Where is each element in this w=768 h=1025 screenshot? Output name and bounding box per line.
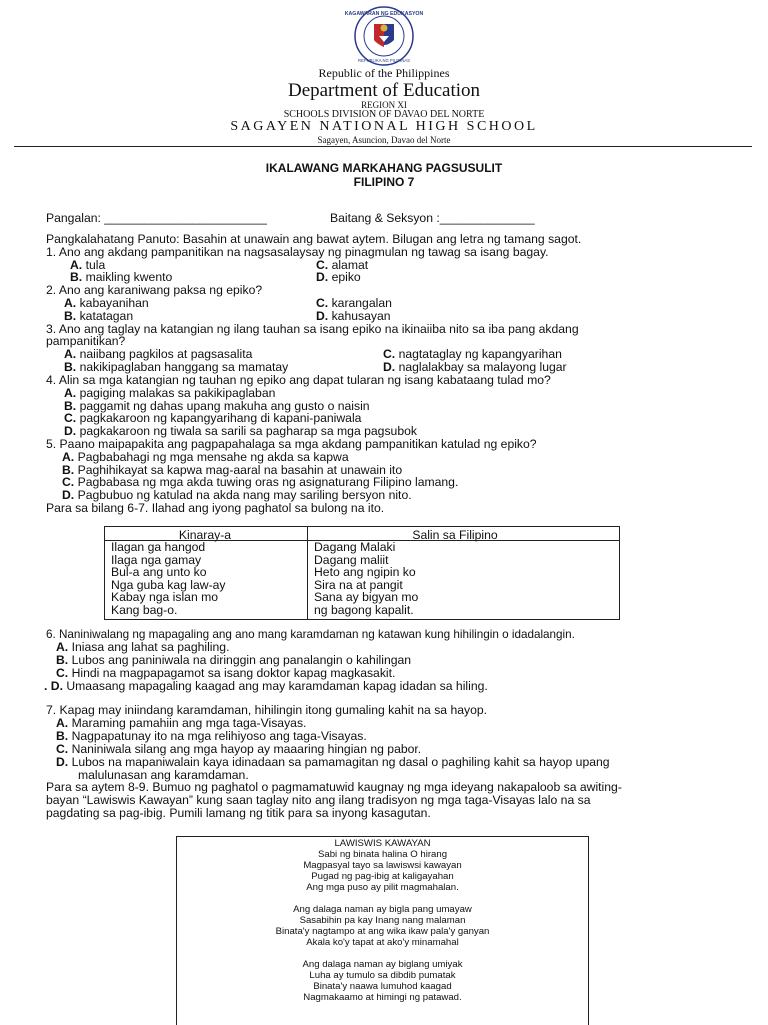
header-division: SCHOOLS DIVISION OF DAVAO DEL NORTE <box>283 109 485 120</box>
q67-intro: Para sa bilang 6-7. Ilahad ang iyong paghatol sa bulong na ito. <box>46 501 385 515</box>
q1-option-d[interactable]: D. epiko <box>316 270 361 284</box>
table-cell-left: Ilaga nga gamay <box>111 552 202 567</box>
poem-box <box>176 836 589 1025</box>
header-region: REGION XI <box>361 100 407 110</box>
table-header-filipino: Salin sa Filipino <box>412 528 498 542</box>
poem-title: LAWISWIS KAWAYAN <box>334 838 431 849</box>
q7-option-c[interactable]: C. Naniniwala silang ang mga hayop ay maaaring hingian ng pabor. <box>56 742 422 756</box>
header-republic: Republic of the Philippines <box>318 66 450 80</box>
q7-option-d-cont: malulunasan ang karamdaman. <box>78 768 249 782</box>
question-5: 5. Paano maipapakita ang pagpapahalaga sa mga akdang pampanitikan katulad ng epiko? <box>46 437 537 451</box>
header-department: Department of Education <box>287 80 481 101</box>
table-cell-right: Dagang maliit <box>314 552 389 567</box>
instructions: Pangkalahatang Panuto: Basahin at unawain ang bawat aytem. Bilugan ang letra ng tamang sagot. <box>46 232 582 246</box>
poem-line: Magpasyal tayo sa lawiswsi kawayan <box>303 860 462 871</box>
q6-option-a[interactable]: A. Iniasa ang lahat sa paghiling. <box>56 640 230 654</box>
q5-option-d[interactable]: D. Pagbubuo ng katulad na akda nang may sariling bersyon nito. <box>62 488 412 502</box>
q6-option-b[interactable]: B. Lubos ang paniniwala na diringgin ang panalangin o kahilingan <box>56 653 412 667</box>
q3-option-a[interactable]: A. naiibang pagkilos at pagsasalita <box>64 347 253 361</box>
poem-line: Sabi ng binata halina O hirang <box>317 849 448 860</box>
table-cell-left: Bul-a ang unto ko <box>111 565 207 580</box>
table-header-kinaraya: Kinaray-a <box>178 528 232 542</box>
question-2: 2. Ano ang karaniwang paksa ng epiko? <box>46 283 263 297</box>
translation-table <box>104 526 620 620</box>
q5-option-b[interactable]: B. Paghihikayat sa kapwa mag-aaral na basahin at unawain ito <box>62 463 403 477</box>
q5-option-a[interactable]: A. Pagbabahagi ng mga mensahe ng akda sa kapwa <box>62 450 349 464</box>
svg-text:KAGAWARAN NG EDUKASYON: KAGAWARAN NG EDUKASYON <box>344 11 424 17</box>
table-cell-left: Nga guba kag law-ay <box>111 577 226 592</box>
q3-option-c[interactable]: C. nagtataglay ng kapangyarihan <box>383 347 562 361</box>
deped-seal-logo <box>343 6 425 66</box>
header-divider <box>14 146 752 147</box>
q2-option-d[interactable]: D. kahusayan <box>316 309 391 323</box>
poem-line: Pugad ng pag-ibig at kaligayahan <box>311 871 454 882</box>
q4-option-a[interactable]: A. pagiging malakas sa pakikipaglaban <box>64 386 276 400</box>
question-7: 7. Kapag may iniindang karamdaman, hihilingin itong gumaling kahit na sa hayop. <box>46 703 488 717</box>
question-4: 4. Alin sa mga katangian ng tauhan ng epiko ang dapat tularan ng isang kabataang tulad mo? <box>46 373 551 387</box>
q4-option-c[interactable]: C. pagkakaroon ng kapangyarihang di kapani-paniwala <box>64 411 362 425</box>
poem-line: Akala ko'y tapat at ako'y minamahal <box>306 937 459 948</box>
q2-option-c[interactable]: C. karangalan <box>316 296 392 310</box>
table-cell-left: Ilagan ga hangod <box>111 540 206 554</box>
table-cell-right: Dagang Malaki <box>314 540 396 554</box>
q7-option-a[interactable]: A. Maraming pamahiin ang mga taga-Visayas. <box>56 716 307 730</box>
question-1: 1. Ano ang akdang pampanitikan na nagsasalaysay ng pinagmulan ng tawag sa isang bagay. <box>46 245 549 259</box>
question-6: 6. Naniniwalang ng mapagaling ang ano mang karamdaman ng katawan kung hihilingin o idadalangin. <box>46 628 575 641</box>
poem-line: Binata'y nagtampo at ang wika ikaw pala'y ganyan <box>275 926 490 937</box>
table-cell-right: Sira na at pangit <box>314 577 403 592</box>
table-cell-right: Heto ang ngipin ko <box>314 565 416 580</box>
section-field[interactable]: Baitang & Seksyon :______________ <box>330 211 535 225</box>
q6-option-d[interactable]: . D. Umaasang mapagaling kaagad ang may karamdaman kapag idadan sa hiling. <box>44 679 488 693</box>
question-3-cont: pampanitikan? <box>46 334 126 348</box>
poem-line: Sasabihin pa kay Inang nang malaman <box>299 915 466 926</box>
exam-title: IKALAWANG MARKAHANG PAGSUSULIT <box>265 161 503 175</box>
table-cell-right: ng bagong kapalit. <box>314 603 414 617</box>
q7-option-d[interactable]: D. Lubos na mapaniwalain kaya idinadaan sa pamamagitan ng dasal o paghiling kahit sa hayop upang <box>56 755 610 769</box>
q4-option-b[interactable]: B. paggamit ng dahas upang makuha ang gusto o naisin <box>64 399 370 413</box>
svg-text:REPUBLIKA NG PILIPINAS: REPUBLIKA NG PILIPINAS <box>358 58 410 63</box>
q7-option-b[interactable]: B. Nagpapatunay ito na mga relihiyoso ang taga-Visayas. <box>56 729 367 743</box>
poem-line: Binata'y naawa lumuhod kaagad <box>313 981 452 992</box>
table-cell-left: Kang bag-o. <box>111 603 178 617</box>
poem-line: Luha ay tumulo sa dibdib pumatak <box>309 970 456 981</box>
q1-option-b[interactable]: B. maikling kwento <box>70 270 173 284</box>
table-cell-left: Kabay nga islan mo <box>111 590 219 605</box>
q1-option-c[interactable]: C. alamat <box>316 258 369 272</box>
header-school: SAGAYEN NATIONAL HIGH SCHOOL <box>230 119 538 134</box>
question-3: 3. Ano ang taglay na katangian ng ilang tauhan sa isang epiko na ikinaiiba nito sa iba pang akdang <box>46 322 579 336</box>
q6-option-c[interactable]: C. Hindi na magpapagamot sa isang doktor kapag magkasakit. <box>56 666 396 680</box>
q4-option-d[interactable]: D. pagkakaroon ng tiwala sa sarili sa pagharap sa mga pagsubok <box>64 424 417 438</box>
q2-option-a[interactable]: A. kabayanihan <box>64 296 149 310</box>
q89-intro: bayan “Lawiswis Kawayan” kung saan taglay nito ang ilang tradisyon ng mga taga-Visayas lalo na sa <box>46 793 591 807</box>
q1-option-a[interactable]: A. tula <box>70 258 106 272</box>
poem-line: Ang dalaga naman ay bigla pang umayaw <box>293 904 472 915</box>
table-cell-right: Sana ay bigyan mo <box>314 590 419 605</box>
poem-line: Ang mga puso ay pilit magmahalan. <box>306 882 459 893</box>
q3-option-b[interactable]: B. nakikipaglaban hanggang sa mamatay <box>64 360 289 374</box>
q89-intro: pagdating sa pag-ibig. Pumili lamang ng titik para sa inyong kasagutan. <box>46 806 431 820</box>
q3-option-d[interactable]: D. naglalakbay sa malayong lugar <box>383 360 567 374</box>
poem-line: Nagmakaamo at himingi ng patawad. <box>303 992 462 1003</box>
header-address: Sagayen, Asuncion, Davao del Norte <box>317 135 451 145</box>
exam-subject: FILIPINO 7 <box>353 175 415 189</box>
q5-option-c[interactable]: C. Pagbabasa ng mga akda tuwing oras ng asignaturang Filipino lamang. <box>62 475 459 489</box>
name-field[interactable]: Pangalan: ________________________ <box>46 211 267 225</box>
q2-option-b[interactable]: B. katatagan <box>64 309 134 323</box>
poem-line: Ang dalaga naman ay biglang umiyak <box>302 959 463 970</box>
q89-intro: Para sa aytem 8-9. Bumuo ng paghatol o pagmamatuwid kaugnay ng mga ideyang nakapaloob sa awiting- <box>46 780 622 794</box>
